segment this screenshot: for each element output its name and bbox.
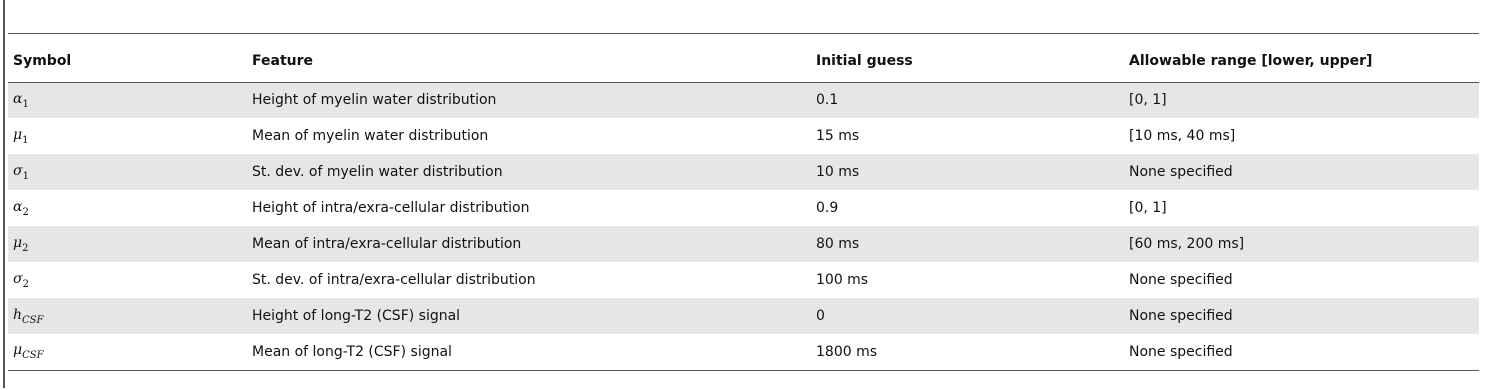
cell-allowable-range: [0, 1] <box>1129 92 1167 109</box>
cell-symbol <box>8 226 247 262</box>
symbol-subscript: CSF <box>22 350 44 362</box>
cell-feature: Height of myelin water distribution <box>252 92 497 109</box>
cell-initial-guess: 0 <box>816 308 825 324</box>
symbol-base: α <box>13 90 23 107</box>
symbol-base: σ <box>13 270 23 287</box>
header-symbol: Symbol <box>13 52 72 69</box>
symbol-base: μ <box>13 342 23 359</box>
cell-initial-guess: 10 ms <box>816 164 860 180</box>
cell-symbol <box>8 262 247 298</box>
left-border-rule <box>3 0 5 388</box>
table-header <box>8 40 1479 82</box>
cell-symbol <box>8 154 247 190</box>
cell-allowable-range: None specified <box>1129 272 1233 288</box>
header-row <box>8 40 1479 82</box>
cell-allowable-range: [60 ms, 200 ms] <box>1129 236 1245 252</box>
cell-allowable-range: None specified <box>1129 308 1233 324</box>
cell-allowable-range: [10 ms, 40 ms] <box>1129 128 1236 144</box>
cell-initial-guess: 100 ms <box>816 272 869 288</box>
table-row <box>8 82 1479 118</box>
symbol-base: α <box>13 198 23 215</box>
cell-feature: Mean of myelin water distribution <box>252 128 489 144</box>
cell-initial-guess: 0.1 <box>816 92 839 109</box>
symbol-base: μ <box>13 234 23 251</box>
symbol-base: μ <box>13 126 23 143</box>
cell-symbol <box>8 82 247 118</box>
cell-allowable-range: None specified <box>1129 164 1233 180</box>
cell-feature: Height of long-T2 (CSF) signal <box>252 308 461 324</box>
top-border-rule <box>8 33 1479 34</box>
table-row <box>8 118 1479 154</box>
cell-feature: St. dev. of intra/exra-cellular distribution <box>252 272 536 288</box>
cell-initial-guess: 80 ms <box>816 236 860 252</box>
symbol-base: σ <box>13 162 23 179</box>
cell-feature: Height of intra/exra-cellular distribution <box>252 200 530 216</box>
symbol-subscript: 2 <box>22 278 29 290</box>
table-row <box>8 190 1479 226</box>
symbol-subscript: 2 <box>22 206 29 218</box>
table-row <box>8 262 1479 298</box>
symbol-subscript: 1 <box>22 134 29 146</box>
cell-symbol <box>8 334 247 370</box>
cell-initial-guess: 15 ms <box>816 128 860 144</box>
cell-symbol <box>8 190 247 226</box>
table-body <box>8 82 1479 370</box>
table-row <box>8 226 1479 262</box>
cell-allowable-range: None specified <box>1129 343 1233 360</box>
cell-symbol <box>8 298 247 334</box>
cell-feature: Mean of long-T2 (CSF) signal <box>252 343 452 360</box>
parameters-table <box>8 40 1479 371</box>
symbol-base: h <box>13 306 23 323</box>
cell-initial-guess: 0.9 <box>816 200 839 216</box>
cell-allowable-range: [0, 1] <box>1129 200 1167 216</box>
header-feature: Feature <box>252 52 313 69</box>
table-row <box>8 298 1479 334</box>
cell-feature: St. dev. of myelin water distribution <box>252 164 503 180</box>
header-allowable-range: Allowable range [lower, upper] <box>1129 52 1373 69</box>
symbol-subscript: 2 <box>22 242 29 254</box>
table-row <box>8 334 1479 370</box>
symbol-subscript: 1 <box>22 170 29 182</box>
cell-symbol <box>8 118 247 154</box>
symbol-subscript: 1 <box>22 98 29 110</box>
cell-feature: Mean of intra/exra-cellular distribution <box>252 236 522 252</box>
symbol-subscript: CSF <box>22 314 44 326</box>
table-row <box>8 154 1479 190</box>
header-initial-guess: Initial guess <box>816 52 913 69</box>
cell-initial-guess: 1800 ms <box>816 343 878 360</box>
